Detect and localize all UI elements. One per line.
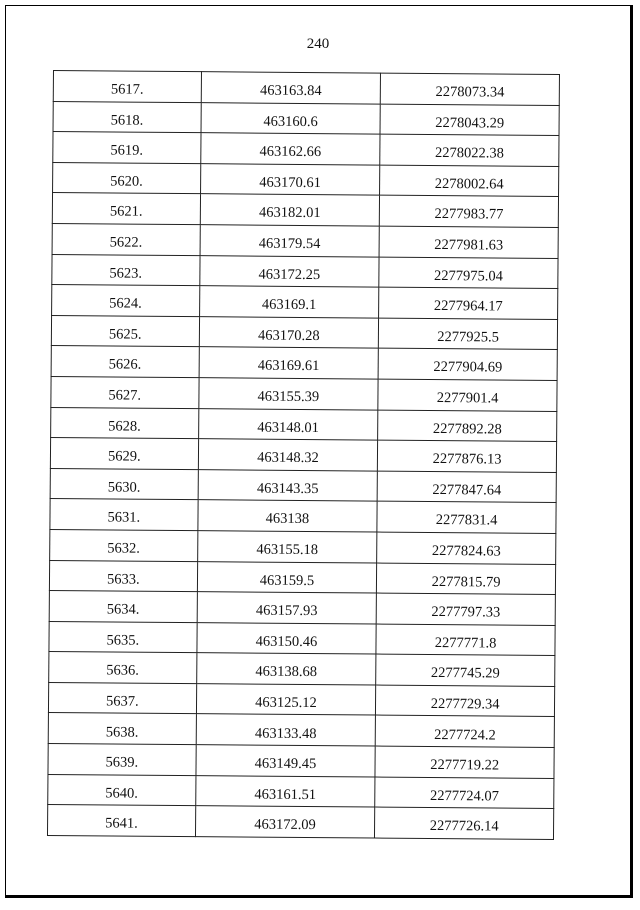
y-coordinate-cell <box>375 777 554 809</box>
table-row <box>50 499 556 534</box>
x-coordinate-cell-text: 463172.09 <box>254 816 316 834</box>
x-coordinate-cell-text: 463163.84 <box>259 82 322 100</box>
point-number-cell-text: 5620. <box>110 173 143 190</box>
point-number-cell <box>48 682 196 714</box>
point-number-cell-text: 5623. <box>109 265 143 282</box>
point-number-cell-text: 5628. <box>108 418 141 435</box>
x-coordinate-cell-text: 463157.93 <box>255 602 318 620</box>
point-number-cell <box>51 346 199 378</box>
table-row <box>48 744 554 779</box>
x-coordinate-cell <box>197 531 377 563</box>
point-number-cell <box>49 652 197 684</box>
point-number-cell-text: 5619. <box>110 142 144 159</box>
x-coordinate-cell-text: 463133.48 <box>254 725 317 742</box>
point-number-cell-text: 5634. <box>106 601 140 618</box>
table-row <box>52 285 558 320</box>
point-number-cell-text: 5631. <box>107 509 141 527</box>
point-number-cell-text: 5637. <box>105 693 139 710</box>
y-coordinate-cell <box>375 807 554 839</box>
x-coordinate-cell <box>197 592 377 624</box>
table-row <box>49 560 555 595</box>
point-number-cell-text: 5630. <box>107 479 141 496</box>
y-coordinate-cell <box>375 716 554 748</box>
table-row <box>48 713 554 748</box>
table-row <box>50 468 556 503</box>
y-coordinate-cell <box>375 746 554 778</box>
document-page <box>5 5 633 898</box>
y-coordinate-cell <box>376 593 555 625</box>
table-row <box>53 162 559 197</box>
x-coordinate-cell-text: 463125.12 <box>255 694 317 712</box>
y-coordinate-cell-text: 2277831.4 <box>435 512 498 529</box>
coordinates-table <box>47 70 560 840</box>
y-coordinate-cell <box>378 348 557 380</box>
y-coordinate-cell-text: 2277719.22 <box>430 757 500 774</box>
x-coordinate-cell <box>200 163 380 195</box>
point-number-cell <box>50 438 198 470</box>
y-coordinate-cell <box>377 471 556 503</box>
point-number-cell-text: 5629. <box>107 448 141 465</box>
table-row <box>51 315 557 350</box>
point-number-cell-text: 5625. <box>108 326 142 343</box>
x-coordinate-cell <box>198 469 378 501</box>
y-coordinate-cell <box>376 685 555 717</box>
x-coordinate-cell <box>195 806 375 838</box>
x-coordinate-cell-text: 463150.46 <box>255 633 318 650</box>
y-coordinate-cell-text: 2277745.29 <box>430 665 500 682</box>
y-coordinate-cell-text: 2277771.8 <box>434 634 497 652</box>
y-coordinate-cell <box>376 654 555 686</box>
x-coordinate-cell <box>198 500 378 532</box>
y-coordinate-cell <box>381 73 560 105</box>
table-row <box>49 652 555 687</box>
point-number-cell <box>49 621 197 653</box>
y-coordinate-cell <box>379 257 558 289</box>
x-coordinate-cell-text: 463162.66 <box>259 143 322 161</box>
point-number-cell <box>52 254 200 286</box>
y-coordinate-cell <box>380 104 559 136</box>
y-coordinate-cell-text: 2277815.79 <box>431 573 501 591</box>
y-coordinate-cell-text: 2277904.69 <box>433 359 503 376</box>
table-row <box>50 529 556 564</box>
x-coordinate-cell-text: 463170.61 <box>259 174 321 191</box>
point-number-cell <box>48 744 196 776</box>
y-coordinate-cell <box>377 563 556 595</box>
point-number-cell <box>53 101 201 133</box>
point-number-cell-text: 5622. <box>109 234 143 251</box>
point-number-cell <box>48 713 196 745</box>
y-coordinate-cell-text: 2277726.14 <box>429 818 499 835</box>
y-coordinate-cell-text: 2277797.33 <box>431 604 501 621</box>
table-row <box>48 774 554 809</box>
point-number-cell-text: 5633. <box>106 571 140 588</box>
x-coordinate-cell <box>195 775 375 807</box>
x-coordinate-cell <box>198 439 378 471</box>
y-coordinate-cell-text: 2277876.13 <box>432 451 502 468</box>
y-coordinate-cell-text: 2277847.64 <box>432 481 502 499</box>
y-coordinate-cell-text: 2277981.63 <box>434 237 504 254</box>
point-number-cell-text: 5621. <box>109 203 143 221</box>
point-number-cell <box>49 591 197 623</box>
point-number-cell-text: 5624. <box>109 295 142 312</box>
y-coordinate-cell-text: 2277964.17 <box>433 298 503 315</box>
x-coordinate-cell <box>199 255 379 287</box>
point-number-cell <box>53 71 201 103</box>
x-coordinate-cell <box>196 684 376 716</box>
y-coordinate-cell <box>379 226 558 258</box>
x-coordinate-cell <box>199 286 379 318</box>
point-number-cell-text: 5627. <box>108 387 142 404</box>
point-number-cell-text: 5636. <box>106 662 139 680</box>
x-coordinate-cell-text: 463160.6 <box>263 113 318 130</box>
y-coordinate-cell <box>380 165 559 197</box>
table-row <box>51 407 557 442</box>
x-coordinate-cell <box>197 561 377 593</box>
point-number-cell <box>53 132 201 164</box>
y-coordinate-cell-text: 2277892.28 <box>432 420 502 438</box>
table-row <box>52 193 558 228</box>
x-coordinate-cell-text: 463169.61 <box>257 358 320 375</box>
y-coordinate-cell-text: 2278043.29 <box>435 114 505 132</box>
x-coordinate-cell <box>198 408 378 440</box>
point-number-cell <box>50 468 198 500</box>
x-coordinate-cell-text: 463159.5 <box>259 572 315 589</box>
x-coordinate-cell-text: 463148.32 <box>257 449 319 467</box>
y-coordinate-cell-text: 2278073.34 <box>435 84 505 101</box>
x-coordinate-cell-text: 463148.01 <box>257 419 320 436</box>
x-coordinate-cell-text: 463155.39 <box>257 388 320 406</box>
table-row <box>51 346 557 381</box>
table-row <box>48 682 554 717</box>
x-coordinate-cell-text: 463155.18 <box>256 541 319 559</box>
point-number-cell <box>51 407 199 439</box>
table-row <box>53 71 559 106</box>
point-number-cell <box>49 560 197 592</box>
x-coordinate-cell-text: 463179.54 <box>258 235 321 253</box>
y-coordinate-cell-text: 2277724.07 <box>429 787 499 805</box>
table-row <box>47 805 553 840</box>
y-coordinate-cell-text: 2277724.2 <box>434 726 496 744</box>
point-number-cell-text: 5626. <box>108 356 142 374</box>
x-coordinate-cell-text: 463182.01 <box>258 205 321 222</box>
x-coordinate-cell <box>196 714 376 746</box>
y-coordinate-cell <box>376 624 555 656</box>
y-coordinate-cell <box>380 195 559 227</box>
point-number-cell-text: 5639. <box>105 754 139 771</box>
x-coordinate-cell-text: 463143.35 <box>256 480 319 497</box>
x-coordinate-cell <box>200 194 380 226</box>
table-row <box>52 254 558 289</box>
point-number-cell-text: 5618. <box>110 112 144 129</box>
coordinates-table-body <box>47 71 559 840</box>
point-number-cell <box>52 285 200 317</box>
y-coordinate-cell <box>378 440 557 472</box>
x-coordinate-cell-text: 463149.45 <box>254 755 317 773</box>
point-number-cell <box>53 162 201 194</box>
y-coordinate-cell-text: 2277983.77 <box>434 206 504 224</box>
table-row <box>50 438 556 473</box>
x-coordinate-cell-text: 463161.51 <box>254 786 317 803</box>
x-coordinate-cell <box>199 316 379 348</box>
point-number-cell-text: 5632. <box>107 540 140 557</box>
y-coordinate-cell-text: 2277975.04 <box>434 267 504 285</box>
table-row <box>53 132 559 167</box>
point-number-cell <box>52 193 200 225</box>
x-coordinate-cell <box>199 347 379 379</box>
point-number-cell <box>52 223 200 255</box>
point-number-cell <box>47 805 195 837</box>
x-coordinate-cell-text: 463138.68 <box>255 663 318 681</box>
x-coordinate-cell-text: 463172.25 <box>258 266 321 283</box>
y-coordinate-cell <box>379 318 558 350</box>
y-coordinate-cell <box>377 501 556 533</box>
x-coordinate-cell-text: 463170.28 <box>257 327 320 344</box>
x-coordinate-cell <box>197 622 377 654</box>
x-coordinate-cell <box>200 133 380 165</box>
y-coordinate-cell-text: 2278002.64 <box>434 175 504 193</box>
y-coordinate-cell-text: 2277729.34 <box>430 695 500 713</box>
y-coordinate-cell-text: 2277925.5 <box>437 328 499 346</box>
x-coordinate-cell-text: 463169.1 <box>261 296 317 314</box>
point-number-cell-text: 5617. <box>110 81 144 98</box>
table-row <box>49 621 555 656</box>
y-coordinate-cell <box>378 410 557 442</box>
point-number-cell <box>48 774 196 806</box>
table-row <box>51 376 557 411</box>
y-coordinate-cell <box>378 379 557 411</box>
y-coordinate-cell <box>379 287 558 319</box>
x-coordinate-cell-text: 463138 <box>265 511 310 528</box>
x-coordinate-cell <box>199 378 379 410</box>
point-number-cell-text: 5638. <box>105 723 139 741</box>
point-number-cell <box>50 529 198 561</box>
point-number-cell <box>51 376 199 408</box>
x-coordinate-cell <box>196 653 376 685</box>
y-coordinate-cell-text: 2277901.4 <box>436 390 499 407</box>
y-coordinate-cell-text: 2278022.38 <box>434 145 504 162</box>
point-number-cell <box>50 499 198 531</box>
x-coordinate-cell <box>201 102 381 134</box>
table-row <box>53 101 559 136</box>
table-row <box>49 591 555 626</box>
point-number-cell <box>51 315 199 347</box>
y-coordinate-cell <box>377 532 556 564</box>
table-row <box>52 223 558 258</box>
x-coordinate-cell <box>196 745 376 777</box>
point-number-cell-text: 5635. <box>106 632 140 649</box>
point-number-cell-text: 5640. <box>105 785 139 802</box>
x-coordinate-cell <box>201 72 381 104</box>
y-coordinate-cell-text: 2277824.63 <box>431 542 501 560</box>
y-coordinate-cell <box>380 134 559 166</box>
x-coordinate-cell <box>200 225 380 257</box>
page-number: 240 <box>306 36 330 52</box>
point-number-cell-text: 5641. <box>105 815 138 833</box>
